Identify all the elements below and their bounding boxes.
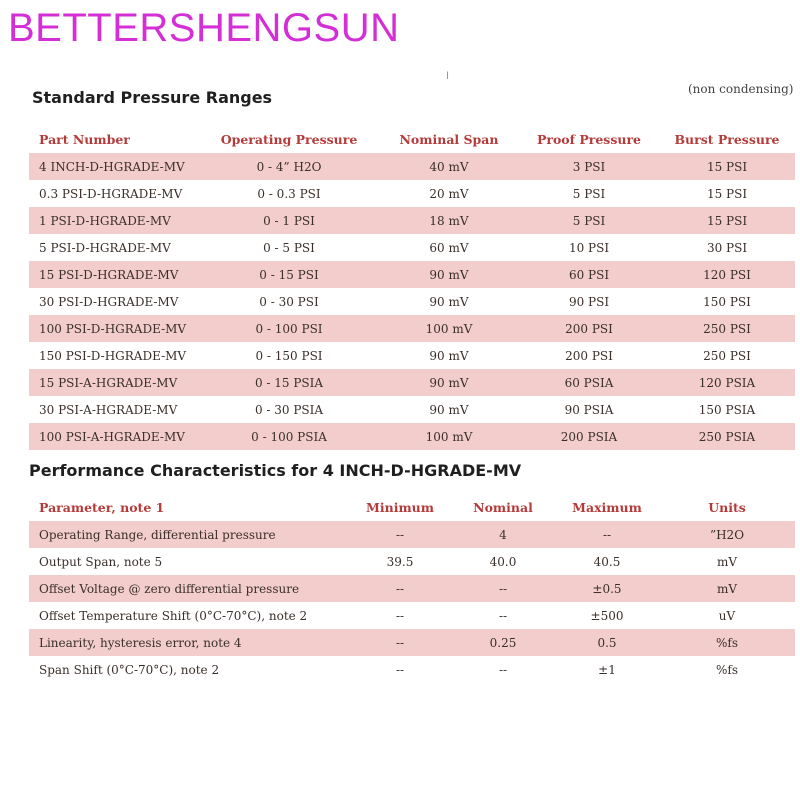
col-part-number: Part Number xyxy=(39,132,130,147)
table-cell: 5 PSI xyxy=(572,186,606,201)
table-cell: 15 PSI-A-HGRADE-MV xyxy=(29,369,199,396)
col-nominal-span: Nominal Span xyxy=(399,132,499,147)
table-cell: 39.5 xyxy=(386,554,414,569)
table-cell: -- xyxy=(498,608,508,623)
table-cell: 5 PSI-D-HGRADE-MV xyxy=(39,240,171,255)
table-cell: 120 PSIA xyxy=(659,369,795,396)
table-row xyxy=(29,548,795,575)
table-cell: -- xyxy=(498,662,508,677)
table-cell: Operating Range, differential pressure xyxy=(29,521,349,548)
col-parameter: Parameter, note 1 xyxy=(39,500,165,515)
table-cell: 15 PSI xyxy=(659,207,795,234)
table-cell: ”H2O xyxy=(659,521,795,548)
table-cell: Offset Temperature Shift (0°C-70°C), note 2 xyxy=(39,608,308,623)
table-cell: mV xyxy=(659,575,795,602)
table-cell: ±1 xyxy=(598,662,616,677)
table-cell: uV xyxy=(718,608,736,623)
col-operating-pressure: Operating Pressure xyxy=(220,132,358,147)
table-cell: 200 PSI xyxy=(519,315,659,342)
table-cell: 30 PSI-A-HGRADE-MV xyxy=(39,402,178,417)
table-cell: -- xyxy=(349,575,451,602)
table-cell: -- xyxy=(451,575,555,602)
table-cell: 60 PSIA xyxy=(519,369,659,396)
table-cell: 15 PSI-D-HGRADE-MV xyxy=(29,261,199,288)
table-cell: 0 - 30 PSIA xyxy=(254,402,324,417)
tick-mark: I xyxy=(446,70,450,82)
col-nominal: Nominal xyxy=(473,500,533,515)
table-cell: 250 PSI xyxy=(703,348,751,363)
table-cell: 18 mV xyxy=(379,207,519,234)
table-cell: 0.25 xyxy=(451,629,555,656)
table-cell: 0 - 0.3 PSI xyxy=(257,186,321,201)
table-cell: 90 mV xyxy=(379,369,519,396)
col-minimum: Minimum xyxy=(366,500,434,515)
table-cell: 250 PSI xyxy=(659,315,795,342)
table-row xyxy=(29,342,795,369)
col-units: Units xyxy=(708,500,746,515)
table-cell: %fs xyxy=(659,629,795,656)
table-cell: ±500 xyxy=(590,608,624,623)
table-cell: 0 - 15 PSIA xyxy=(199,369,379,396)
table-cell: 4 INCH-D-HGRADE-MV xyxy=(29,153,199,180)
table-cell: 60 PSI xyxy=(519,261,659,288)
table-row xyxy=(29,288,795,315)
table-cell: 90 mV xyxy=(429,348,469,363)
table-cell: 100 mV xyxy=(379,315,519,342)
table-cell: 0 - 15 PSI xyxy=(199,261,379,288)
table-cell: 30 PSI xyxy=(706,240,748,255)
table-cell: 5 PSI xyxy=(519,207,659,234)
non-condensing-note: (non condensing) xyxy=(688,82,794,96)
table-header-row xyxy=(29,126,795,153)
table-cell: 3 PSI xyxy=(519,153,659,180)
table-cell: 90 mV xyxy=(379,261,519,288)
pressure-ranges-table xyxy=(29,126,795,450)
table-row xyxy=(29,656,795,683)
table-cell: -- xyxy=(395,608,405,623)
table-cell: -- xyxy=(349,629,451,656)
table-cell: mV xyxy=(716,554,738,569)
table-cell: Linearity, hysteresis error, note 4 xyxy=(29,629,349,656)
table-cell: Span Shift (0°C-70°C), note 2 xyxy=(39,662,220,677)
table-cell: Offset Voltage @ zero differential pressure xyxy=(29,575,349,602)
table-cell: 15 PSI xyxy=(659,153,795,180)
table-cell: 100 mV xyxy=(379,423,519,450)
pressure-ranges-title: Standard Pressure Ranges xyxy=(32,88,273,107)
table-cell: 0 - 100 PSI xyxy=(199,315,379,342)
table-cell: 150 PSIA xyxy=(698,402,756,417)
table-cell: 20 mV xyxy=(429,186,469,201)
table-cell: 4 xyxy=(451,521,555,548)
table-row xyxy=(29,629,795,656)
table-cell: 100 PSI-D-HGRADE-MV xyxy=(29,315,199,342)
watermark-text: BETTERSHENGSUN xyxy=(8,6,400,50)
table-cell: 100 PSI-A-HGRADE-MV xyxy=(29,423,199,450)
col-maximum: Maximum xyxy=(572,500,642,515)
table-cell: 150 PSI xyxy=(703,294,751,309)
col-burst-pressure: Burst Pressure xyxy=(674,132,780,147)
table-row xyxy=(29,153,795,180)
table-cell: 1 PSI-D-HGRADE-MV xyxy=(29,207,199,234)
table-cell: 40 mV xyxy=(379,153,519,180)
table-header-row xyxy=(29,494,795,521)
table-cell: 250 PSIA xyxy=(659,423,795,450)
table-cell: 0 - 100 PSIA xyxy=(199,423,379,450)
table-cell: 60 mV xyxy=(429,240,469,255)
table-row xyxy=(29,396,795,423)
table-cell: 40.0 xyxy=(489,554,517,569)
table-cell: ±0.5 xyxy=(555,575,659,602)
performance-title: Performance Characteristics for 4 INCH-D-HGRADE-MV xyxy=(29,461,522,480)
table-cell: 120 PSI xyxy=(659,261,795,288)
table-cell: 0.5 xyxy=(555,629,659,656)
table-cell: 0 - 150 PSI xyxy=(255,348,323,363)
table-row xyxy=(29,423,795,450)
table-row xyxy=(29,207,795,234)
table-cell: 200 PSI xyxy=(565,348,613,363)
table-cell: 0 - 1 PSI xyxy=(199,207,379,234)
table-cell: Output Span, note 5 xyxy=(39,554,163,569)
table-cell: -- xyxy=(349,521,451,548)
table-cell: -- xyxy=(395,662,405,677)
col-proof-pressure: Proof Pressure xyxy=(536,132,642,147)
table-cell: 0 - 30 PSI xyxy=(259,294,319,309)
table-cell: %fs xyxy=(715,662,738,677)
table-cell: 90 PSI xyxy=(568,294,610,309)
table-row xyxy=(29,234,795,261)
table-row xyxy=(29,602,795,629)
table-cell: 15 PSI xyxy=(706,186,748,201)
performance-table xyxy=(29,494,795,683)
table-row xyxy=(29,315,795,342)
table-row xyxy=(29,521,795,548)
table-cell: 0 - 4” H2O xyxy=(199,153,379,180)
table-cell: 0.3 PSI-D-HGRADE-MV xyxy=(39,186,183,201)
table-cell: 10 PSI xyxy=(568,240,610,255)
table-row xyxy=(29,180,795,207)
table-row xyxy=(29,575,795,602)
table-cell: 90 mV xyxy=(429,294,469,309)
table-cell: 40.5 xyxy=(593,554,621,569)
table-cell: -- xyxy=(555,521,659,548)
table-cell: 150 PSI-D-HGRADE-MV xyxy=(39,348,187,363)
table-cell: 0 - 5 PSI xyxy=(263,240,315,255)
table-cell: 30 PSI-D-HGRADE-MV xyxy=(39,294,179,309)
table-row xyxy=(29,261,795,288)
table-cell: 90 PSIA xyxy=(564,402,614,417)
table-row xyxy=(29,369,795,396)
table-cell: 90 mV xyxy=(429,402,469,417)
table-cell: 200 PSIA xyxy=(519,423,659,450)
